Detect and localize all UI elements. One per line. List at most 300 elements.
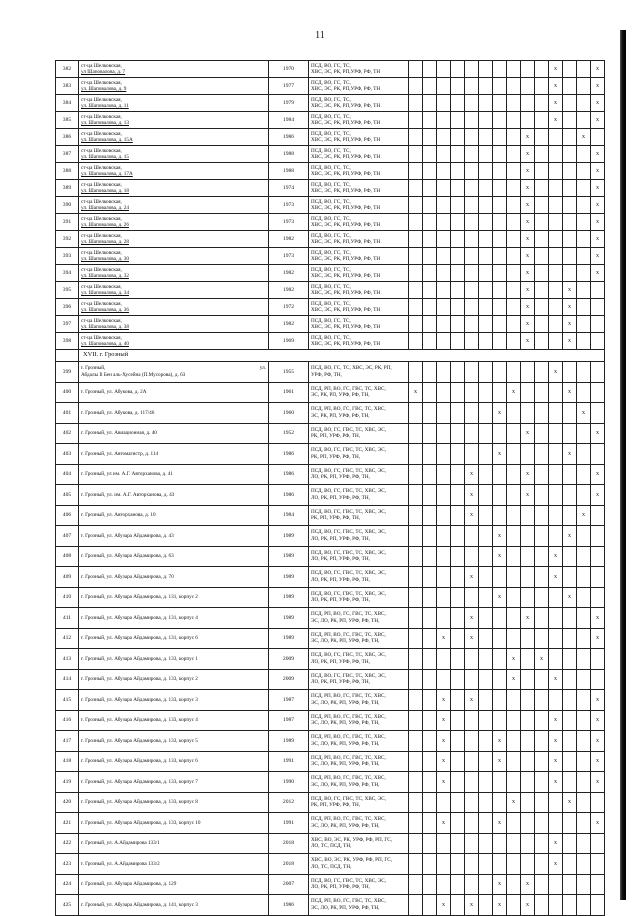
mark-cell bbox=[591, 214, 605, 231]
services-line: ЛО, РК, РП, УРФ, РФ, ТН, bbox=[311, 597, 370, 604]
mark-cell bbox=[521, 299, 535, 316]
mark-cell bbox=[563, 833, 577, 854]
services-line: ПСД, ВО, ГС, ТС, bbox=[311, 62, 351, 69]
mark-cell bbox=[521, 61, 535, 78]
mark-cell bbox=[479, 362, 493, 383]
mark-cell bbox=[507, 874, 521, 895]
mark-cell bbox=[493, 248, 507, 265]
address-cell bbox=[79, 265, 269, 282]
year-built: 1987 bbox=[269, 710, 309, 731]
address-cell: г. Грозный, ул. Абукова, д. 117/46 bbox=[79, 403, 269, 424]
mark-cell bbox=[409, 129, 423, 146]
mark-cell bbox=[507, 61, 521, 78]
address-cell: г. Грозный, ул. А.Айдамирова 133/2 bbox=[79, 854, 269, 875]
mark-cell bbox=[535, 505, 549, 526]
check-mark: x bbox=[596, 82, 599, 89]
mark-cell bbox=[479, 333, 493, 350]
address-cell bbox=[79, 316, 269, 333]
mark-cell bbox=[409, 669, 423, 690]
mark-cell bbox=[465, 485, 479, 506]
mark-cell bbox=[465, 180, 479, 197]
services-cell bbox=[309, 214, 409, 231]
mark-cell bbox=[479, 112, 493, 129]
mark-cell bbox=[423, 813, 437, 834]
row-number: 387 bbox=[56, 146, 79, 163]
year-built: 1982 bbox=[269, 265, 309, 282]
mark-cell bbox=[577, 608, 591, 629]
mark-cell bbox=[437, 163, 451, 180]
mark-cell bbox=[479, 505, 493, 526]
services-line: РК, РП, УРФ, РФ, ТН, bbox=[311, 802, 361, 809]
mark-cell bbox=[521, 464, 535, 485]
mark-cell bbox=[437, 751, 451, 772]
table-row bbox=[56, 505, 605, 526]
check-mark: x bbox=[568, 594, 571, 601]
mark-cell bbox=[423, 61, 437, 78]
mark-cell bbox=[507, 362, 521, 383]
mark-cell bbox=[465, 316, 479, 333]
row-number: 396 bbox=[56, 299, 79, 316]
mark-cell bbox=[577, 231, 591, 248]
services-line: ХВС, ВО, ЭС, РК, УРФ, РФ, РП, ГС, bbox=[311, 857, 393, 864]
row-number: 414 bbox=[56, 669, 79, 690]
services-cell bbox=[309, 265, 409, 282]
mark-cell bbox=[423, 731, 437, 752]
address-cell: г. Грозный, ул. Абузара Айдамирова, д. 133, корпус 1 bbox=[79, 649, 269, 670]
services-line: ПСД, РП, ВО, ГС, ГВС, ТС, ХВС, bbox=[311, 385, 386, 392]
mark-cell bbox=[591, 403, 605, 424]
mark-cell bbox=[591, 61, 605, 78]
mark-cell bbox=[479, 95, 493, 112]
mark-cell bbox=[465, 61, 479, 78]
table-row bbox=[56, 608, 605, 629]
mark-cell bbox=[535, 546, 549, 567]
mark-cell bbox=[549, 333, 563, 350]
mark-cell bbox=[409, 362, 423, 383]
check-mark: x bbox=[526, 901, 529, 908]
services-line: ХВС, ЭС, РК, РП,УРФ, РФ, ТН bbox=[311, 86, 381, 92]
mark-cell bbox=[549, 299, 563, 316]
mark-cell bbox=[577, 546, 591, 567]
mark-cell bbox=[521, 78, 535, 95]
mark-cell bbox=[423, 546, 437, 567]
mark-cell bbox=[507, 813, 521, 834]
check-mark: x bbox=[498, 901, 501, 908]
check-mark: x bbox=[526, 881, 529, 888]
address-cell bbox=[79, 61, 269, 78]
mark-cell bbox=[563, 95, 577, 112]
mark-cell bbox=[479, 485, 493, 506]
mark-cell bbox=[437, 95, 451, 112]
mark-cell bbox=[549, 792, 563, 813]
mark-cell bbox=[451, 546, 465, 567]
mark-cell bbox=[521, 731, 535, 752]
check-mark: x bbox=[526, 269, 529, 276]
mark-cell bbox=[577, 505, 591, 526]
address-cell: г. Грозный, ул. Абузара Айдамирова, д. 141, корпус 3 bbox=[79, 895, 269, 916]
services-line: ПСД, ВО, ГС, ГВС, ТС, ХВС, ЭС, bbox=[311, 426, 387, 433]
mark-cell bbox=[563, 751, 577, 772]
mark-cell bbox=[493, 505, 507, 526]
mark-cell bbox=[409, 608, 423, 629]
services-line: ЭС, ЛО, РК, РП, УРФ, РФ, ТН, bbox=[311, 617, 380, 624]
mark-cell bbox=[465, 333, 479, 350]
address-cell bbox=[79, 129, 269, 146]
mark-cell bbox=[479, 146, 493, 163]
mark-cell bbox=[437, 265, 451, 282]
mark-cell bbox=[591, 129, 605, 146]
services-cell bbox=[309, 505, 409, 526]
address-cell: г. Грозный, ул. Автомагистр, д. 114 bbox=[79, 444, 269, 465]
mark-cell bbox=[409, 649, 423, 670]
mark-cell bbox=[451, 526, 465, 547]
year-built: 1977 bbox=[269, 78, 309, 95]
services-line: ХВС, ЭС, РК, РП,УРФ, РФ, ТН bbox=[311, 273, 381, 279]
services-line: ХВС, ВО, ЭС, РК, УРФ, РФ, РП, ГС, bbox=[311, 836, 393, 843]
address-line-2: ул. Шаповалова, д. 24 bbox=[81, 205, 129, 211]
services-line: ПСД, ВО, ГС, ТС, bbox=[311, 113, 351, 120]
mark-cell bbox=[479, 526, 493, 547]
services-line: ПСД, РП, ВО, ГС, ГВС, ТС, ХВС, bbox=[311, 693, 386, 700]
mark-cell bbox=[591, 751, 605, 772]
mark-cell bbox=[563, 628, 577, 649]
mark-cell bbox=[521, 146, 535, 163]
check-mark: x bbox=[554, 778, 557, 785]
check-mark: x bbox=[596, 778, 599, 785]
services-cell bbox=[309, 231, 409, 248]
address-cell: г. Грозный, ул. Абузара Айдамирова, д. 131, корпус 2 bbox=[79, 587, 269, 608]
mark-cell bbox=[563, 180, 577, 197]
services-cell bbox=[309, 299, 409, 316]
mark-cell bbox=[409, 710, 423, 731]
address-line-2: ул. Шаповалова, д. 38 bbox=[81, 324, 129, 330]
services-line: ЛО, РК, РП, УРФ, РФ, ТН, bbox=[311, 658, 370, 665]
mark-cell bbox=[549, 146, 563, 163]
mark-cell bbox=[507, 78, 521, 95]
mark-cell bbox=[591, 146, 605, 163]
check-mark: x bbox=[526, 320, 529, 327]
mark-cell bbox=[451, 423, 465, 444]
mark-cell bbox=[535, 282, 549, 299]
mark-cell bbox=[563, 214, 577, 231]
address-cell: г. Грозный, ул. Абузара Айдамирова, д. 133, корпус 5 bbox=[79, 731, 269, 752]
check-mark: x bbox=[526, 252, 529, 259]
mark-cell bbox=[465, 567, 479, 588]
mark-cell bbox=[465, 231, 479, 248]
mark-cell bbox=[465, 608, 479, 629]
check-mark: x bbox=[442, 778, 445, 785]
mark-cell bbox=[409, 282, 423, 299]
mark-cell bbox=[535, 772, 549, 793]
year-built: 1973 bbox=[269, 197, 309, 214]
services-line: ЛО, РК, РП, УРФ, РФ, ТН, bbox=[311, 494, 370, 501]
check-mark: x bbox=[498, 450, 501, 457]
check-mark: x bbox=[526, 218, 529, 225]
mark-cell bbox=[577, 567, 591, 588]
mark-cell bbox=[409, 403, 423, 424]
mark-cell bbox=[437, 333, 451, 350]
mark-cell bbox=[507, 146, 521, 163]
mark-cell bbox=[535, 316, 549, 333]
year-built: 1988 bbox=[269, 146, 309, 163]
mark-cell bbox=[479, 587, 493, 608]
mark-cell bbox=[423, 362, 437, 383]
services-line: ЛО, ТС, ПСД, ТН, bbox=[311, 843, 352, 850]
address-line-2: ул. Шаповалова, д. 15 bbox=[81, 154, 129, 160]
row-number: 386 bbox=[56, 129, 79, 146]
services-line: ЛО, РК, РП, УРФ, РФ, ТН, bbox=[311, 474, 370, 481]
mark-cell bbox=[507, 854, 521, 875]
mark-cell bbox=[507, 197, 521, 214]
year-built: 1989 bbox=[269, 608, 309, 629]
mark-cell bbox=[507, 505, 521, 526]
address-line-1-text: ст-ца Шелковская, bbox=[81, 334, 122, 341]
address-cell bbox=[79, 146, 269, 163]
mark-cell bbox=[521, 403, 535, 424]
mark-cell bbox=[423, 505, 437, 526]
mark-cell bbox=[577, 690, 591, 711]
mark-cell bbox=[521, 95, 535, 112]
check-mark: x bbox=[498, 737, 501, 744]
rows-grozny bbox=[56, 362, 605, 916]
mark-cell bbox=[521, 854, 535, 875]
mark-cell bbox=[479, 669, 493, 690]
mark-cell bbox=[591, 546, 605, 567]
mark-cell bbox=[451, 833, 465, 854]
mark-cell bbox=[423, 567, 437, 588]
mark-cell bbox=[479, 180, 493, 197]
row-number: 407 bbox=[56, 526, 79, 547]
mark-cell bbox=[423, 792, 437, 813]
check-mark: x bbox=[470, 512, 473, 519]
mark-cell bbox=[451, 180, 465, 197]
mark-cell bbox=[521, 197, 535, 214]
services-line: ПСД, ВО, ГС, ГВС, ТС, ХВС, ЭС, bbox=[311, 447, 387, 454]
mark-cell bbox=[521, 608, 535, 629]
mark-cell bbox=[423, 248, 437, 265]
mark-cell bbox=[493, 567, 507, 588]
services-line: ЭС, ЛО, РК, РП, УРФ, РФ, ТН, bbox=[311, 740, 380, 747]
mark-cell bbox=[451, 854, 465, 875]
mark-cell bbox=[521, 163, 535, 180]
check-mark: x bbox=[568, 286, 571, 293]
mark-cell bbox=[549, 112, 563, 129]
year-built: 1973 bbox=[269, 248, 309, 265]
mark-cell bbox=[591, 792, 605, 813]
row-number: 409 bbox=[56, 567, 79, 588]
mark-cell bbox=[451, 129, 465, 146]
mark-cell bbox=[451, 146, 465, 163]
row-number: 402 bbox=[56, 423, 79, 444]
mark-cell bbox=[465, 403, 479, 424]
mark-cell bbox=[577, 163, 591, 180]
mark-cell bbox=[521, 505, 535, 526]
address-line-1-text: ст-ца Шелковская, bbox=[81, 164, 122, 171]
mark-cell bbox=[409, 751, 423, 772]
scan-shadow-edge bbox=[620, 30, 626, 900]
mark-cell bbox=[493, 526, 507, 547]
mark-cell bbox=[479, 444, 493, 465]
mark-cell bbox=[437, 197, 451, 214]
mark-cell bbox=[423, 146, 437, 163]
year-built: 1991 bbox=[269, 813, 309, 834]
mark-cell bbox=[409, 231, 423, 248]
address-line-2: ул. Шаповалова, д. 11 bbox=[81, 103, 129, 109]
mark-cell bbox=[409, 197, 423, 214]
check-mark: x bbox=[596, 737, 599, 744]
check-mark: x bbox=[596, 717, 599, 724]
mark-cell bbox=[465, 146, 479, 163]
mark-cell bbox=[437, 628, 451, 649]
mark-cell bbox=[437, 567, 451, 588]
mark-cell bbox=[437, 403, 451, 424]
mark-cell bbox=[535, 382, 549, 403]
services-line: ПСД, РП, ВО, ГС, ГВС, ТС, ХВС, bbox=[311, 631, 386, 638]
mark-cell bbox=[409, 546, 423, 567]
mark-cell bbox=[563, 608, 577, 629]
services-line: ПСД, ВО, ГС, ТС, bbox=[311, 96, 351, 103]
mark-cell bbox=[493, 197, 507, 214]
services-line: ПСД, ВО, ГС, ГВС, ТС, ХВС, ЭС, bbox=[311, 488, 387, 495]
mark-cell bbox=[507, 214, 521, 231]
mark-cell bbox=[591, 649, 605, 670]
mark-cell bbox=[479, 282, 493, 299]
mark-cell bbox=[437, 382, 451, 403]
mark-cell bbox=[563, 792, 577, 813]
services-line: ПСД, ВО, ГС, ТС, bbox=[311, 232, 351, 239]
mark-cell bbox=[493, 628, 507, 649]
mark-cell bbox=[437, 362, 451, 383]
address-line-1-text: г. Грозный, bbox=[81, 365, 106, 372]
mark-cell bbox=[493, 608, 507, 629]
mark-cell bbox=[409, 180, 423, 197]
year-built: 1960 bbox=[269, 403, 309, 424]
mark-cell bbox=[465, 112, 479, 129]
services-line: ПСД, ВО, ГС, ГВС, ТС, ХВС, ЭС, bbox=[311, 549, 387, 556]
mark-cell bbox=[577, 710, 591, 731]
services-cell bbox=[309, 833, 409, 854]
year-built: 1982 bbox=[269, 316, 309, 333]
mark-cell bbox=[521, 587, 535, 608]
mark-cell bbox=[591, 833, 605, 854]
mark-cell bbox=[591, 874, 605, 895]
table-row bbox=[56, 526, 605, 547]
mark-cell bbox=[493, 362, 507, 383]
mark-cell bbox=[535, 61, 549, 78]
mark-cell bbox=[493, 316, 507, 333]
table-row bbox=[56, 403, 605, 424]
mark-cell bbox=[493, 146, 507, 163]
table-row bbox=[56, 95, 605, 112]
services-cell bbox=[309, 649, 409, 670]
mark-cell bbox=[535, 649, 549, 670]
mark-cell bbox=[465, 444, 479, 465]
mark-cell bbox=[493, 180, 507, 197]
check-mark: x bbox=[512, 799, 515, 806]
mark-cell bbox=[521, 362, 535, 383]
row-number: 408 bbox=[56, 546, 79, 567]
mark-cell bbox=[423, 403, 437, 424]
year-built: 1982 bbox=[269, 231, 309, 248]
mark-cell bbox=[591, 423, 605, 444]
services-line: ЭС, ЛО, РК, РП, УРФ, РФ, ТН, bbox=[311, 781, 380, 788]
mark-cell bbox=[479, 197, 493, 214]
mark-cell bbox=[409, 333, 423, 350]
services-line: ПСД, ВО, ГС, ТС, bbox=[311, 215, 351, 222]
mark-cell bbox=[493, 669, 507, 690]
check-mark: x bbox=[596, 65, 599, 72]
mark-cell bbox=[549, 464, 563, 485]
mark-cell bbox=[437, 669, 451, 690]
mark-cell bbox=[479, 316, 493, 333]
table-row bbox=[56, 546, 605, 567]
mark-cell bbox=[479, 854, 493, 875]
mark-cell bbox=[423, 464, 437, 485]
mark-cell bbox=[549, 731, 563, 752]
mark-cell bbox=[409, 214, 423, 231]
year-built: 1974 bbox=[269, 180, 309, 197]
address-cell: г. Грозный, ул им. А.Г. Авторханова, д. 41 bbox=[79, 464, 269, 485]
mark-cell bbox=[591, 485, 605, 506]
services-line: ПСД, ВО, ГС, ТС, bbox=[311, 181, 351, 188]
mark-cell bbox=[451, 464, 465, 485]
row-number: 417 bbox=[56, 731, 79, 752]
check-mark: x bbox=[596, 430, 599, 437]
mark-cell bbox=[535, 874, 549, 895]
table-row bbox=[56, 382, 605, 403]
mark-cell bbox=[549, 505, 563, 526]
check-mark: x bbox=[470, 491, 473, 498]
mark-cell bbox=[451, 649, 465, 670]
mark-cell bbox=[549, 669, 563, 690]
services-line: ПСД, ВО, ГС, ТС, bbox=[311, 249, 351, 256]
mark-cell bbox=[563, 587, 577, 608]
row-number: 389 bbox=[56, 180, 79, 197]
mark-cell bbox=[493, 813, 507, 834]
mark-cell bbox=[507, 248, 521, 265]
mark-cell bbox=[577, 299, 591, 316]
mark-cell bbox=[409, 485, 423, 506]
services-line: ПСД, РП, ВО, ГС, ГВС, ТС, ХВС, bbox=[311, 898, 386, 905]
mark-cell bbox=[451, 628, 465, 649]
year-built: 1986 bbox=[269, 895, 309, 916]
row-number: 399 bbox=[56, 362, 79, 383]
mark-cell bbox=[423, 690, 437, 711]
mark-cell bbox=[451, 813, 465, 834]
mark-cell bbox=[451, 444, 465, 465]
services-line: ПСД, ВО, ГС, ГВС, ТС, ХВС, ЭС, bbox=[311, 467, 387, 474]
mark-cell bbox=[451, 669, 465, 690]
services-line: РК, РП, УРФ, РФ, ТН, bbox=[311, 433, 361, 440]
address-line-2: Абдалы Il Бен аль-Хусейна (П.Мусорова), д. 63 bbox=[81, 371, 186, 378]
mark-cell bbox=[479, 299, 493, 316]
year-built: 2009 bbox=[269, 649, 309, 670]
row-number: 413 bbox=[56, 649, 79, 670]
year-built: 1991 bbox=[269, 751, 309, 772]
mark-cell bbox=[479, 61, 493, 78]
mark-cell bbox=[535, 464, 549, 485]
mark-cell bbox=[549, 129, 563, 146]
mark-cell bbox=[591, 690, 605, 711]
mark-cell bbox=[521, 710, 535, 731]
mark-cell bbox=[479, 567, 493, 588]
table-row bbox=[56, 248, 605, 265]
mark-cell bbox=[451, 403, 465, 424]
section-header bbox=[56, 350, 605, 362]
year-built: 1989 bbox=[269, 628, 309, 649]
check-mark: x bbox=[512, 676, 515, 683]
check-mark: x bbox=[568, 450, 571, 457]
